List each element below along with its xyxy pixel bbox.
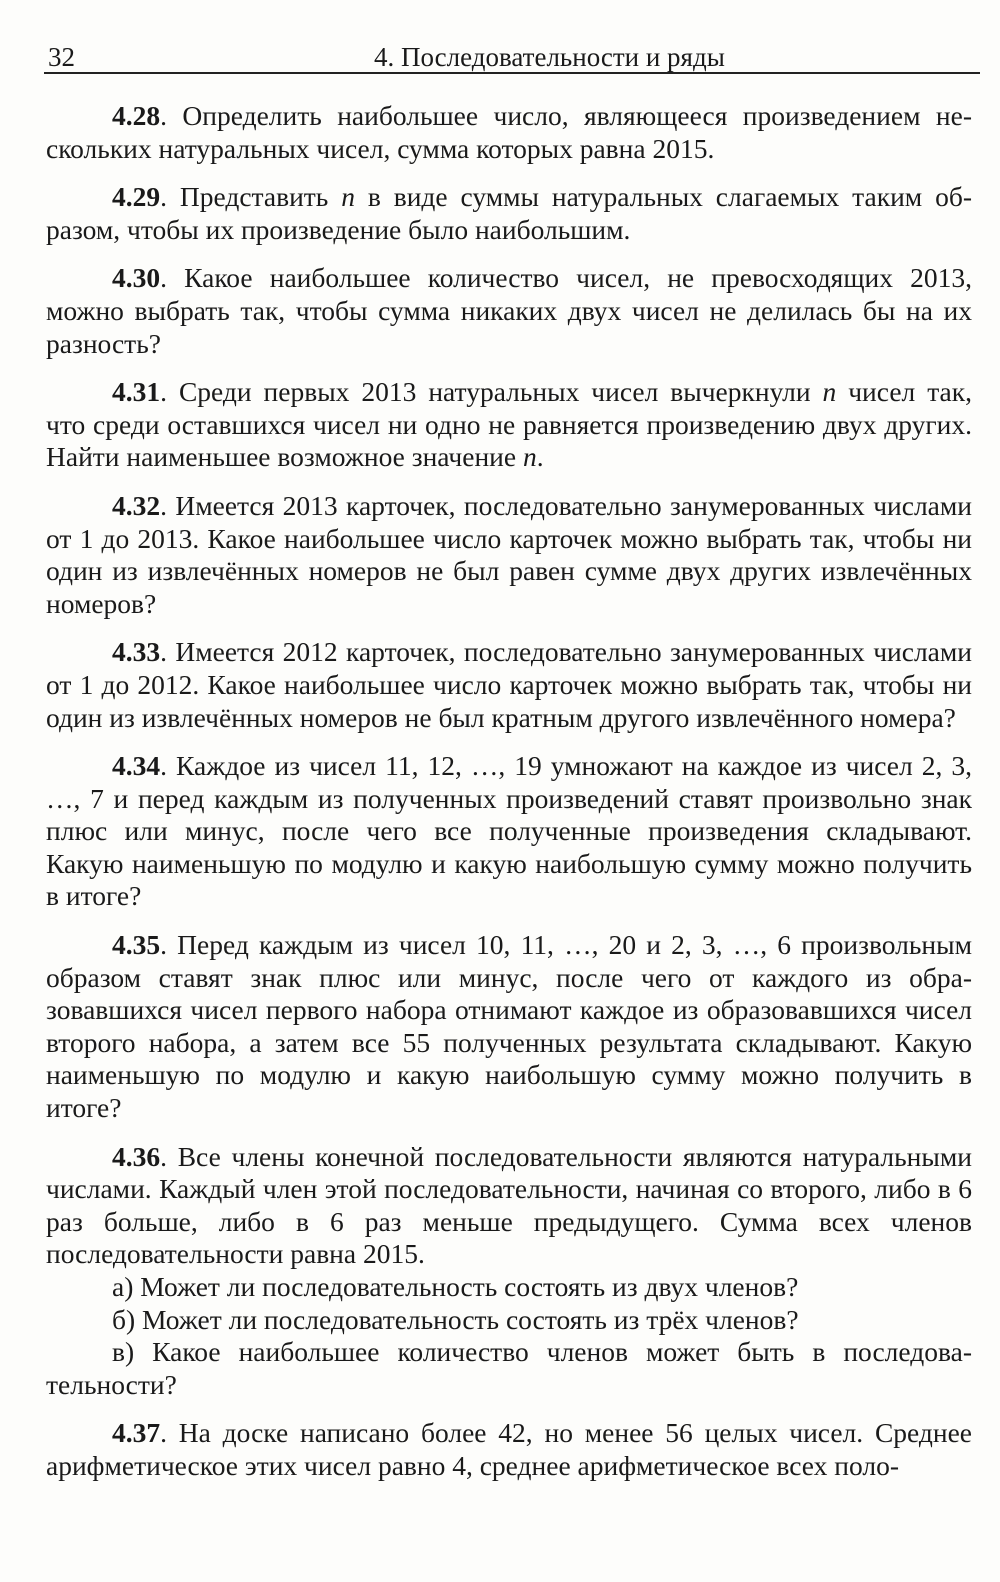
running-header: [44, 38, 980, 74]
problem-number: 4.34: [112, 750, 161, 782]
subitem-b: б) Может ли последовательность состоять из трёх членов?: [112, 1303, 799, 1335]
problem-text: чисел так, что среди оставшихся чисел ни одно не равняется произведению двух других. Найти наименьшее возможное значение: [46, 376, 972, 473]
problem-4-32: [46, 490, 972, 620]
problem-text: . Все члены конечной последовательности являются натуральными числами. Каждый член этой последовательности, начиная со второго, либо в 6 раз больше, либо в 6 раз меньше предыдущего. Сумма всех членов последовательности равна 2015.: [46, 1140, 972, 1270]
problem-text: . Определить наибольшее число, являющееся произведением нескольких натуральных чисел, сумма которых равна 2015.: [46, 100, 972, 164]
variable-n: n: [341, 181, 355, 213]
subitem-c: в) Какое наибольшее количество членов может быть в последовательности?: [46, 1336, 972, 1400]
problem-text: . Среди первых 2013 натуральных чисел вычеркнули: [160, 376, 823, 408]
problem-text: . Представить: [160, 181, 342, 213]
problem-number: 4.33: [112, 636, 161, 668]
problem-4-34: [46, 750, 972, 913]
problem-text: . Имеется 2013 карточек, последовательно занумерованных числами от 1 до 2013. Какое наибольшее число карточек можно выбрать так, чтобы ни один из извлечённых номеров не был равен сумме двух других извлечённых номеров?: [46, 489, 972, 619]
page-content: [46, 100, 972, 1499]
problem-text: .: [536, 441, 544, 473]
problem-4-31: [46, 376, 972, 474]
problem-number: 4.37: [112, 1417, 161, 1449]
problem-number: 4.30: [112, 262, 161, 294]
problem-4-35: [46, 929, 972, 1125]
chapter-title: 4. Последовательности и ряды: [374, 42, 725, 72]
subitem-a: а) Может ли последовательность состоять из двух членов?: [112, 1271, 799, 1302]
problem-number: 4.35: [112, 929, 161, 961]
problem-text: . На доске написано более 42, но менее 56 целых чисел. Среднее арифметическое этих чисел равно 4, среднее арифметическое всех поло-: [46, 1417, 972, 1481]
problem-4-37: [46, 1417, 972, 1482]
problem-4-28: [46, 100, 972, 165]
variable-n: n: [822, 376, 837, 408]
problem-number: 4.36: [112, 1140, 161, 1172]
problem-text: . Каждое из чисел 11, 12, …, 19 умножают на каждое из чисел 2, 3, …, 7 и перед каждым из полученных произведений ставят произвольно знак плюс или минус, после чего все полученные произведения складывают. Какую наименьшую по модулю и какую наибольшую сумму можно получить в итоге?: [46, 750, 972, 912]
problem-number: 4.29: [112, 181, 161, 213]
problem-text: в виде суммы натуральных слагаемых таким образом, чтобы их произведение было наибольшим.: [46, 181, 972, 245]
problem-4-33: [46, 636, 972, 734]
problem-4-30: [46, 262, 972, 360]
problem-4-36: [46, 1141, 972, 1271]
variable-n: n: [522, 441, 537, 473]
problem-4-29: [46, 181, 972, 246]
problem-number: 4.28: [112, 100, 161, 131]
problem-number: 4.31: [112, 376, 161, 408]
problem-text: . Какое наибольшее количество чисел, не превосходящих 2013, можно выбрать так, чтобы сумма никаких двух чисел не делилась бы на их разность?: [46, 262, 972, 359]
problem-text: . Перед каждым из чисел 10, 11, …, 20 и 2, 3, …, 6 произвольным образом ставят знак плюс или минус, после чего от каждого из образовавшихся чисел первого набора отнимают каждое из образовавшихся чисел второго набора, а затем все 55 полученных результата складывают. Какую наименьшую по модулю и какую наибольшую сумму можно получить в итоге?: [46, 929, 972, 1124]
problem-text: . Имеется 2012 карточек, последовательно занумерованных числами от 1 до 2012. Какое наибольшее число карточек можно выбрать так, чтобы ни один из извлечённых номеров не был кратным другого извлечённого номера?: [46, 636, 972, 733]
page-number: 32: [48, 42, 75, 72]
problem-number: 4.32: [112, 489, 161, 521]
